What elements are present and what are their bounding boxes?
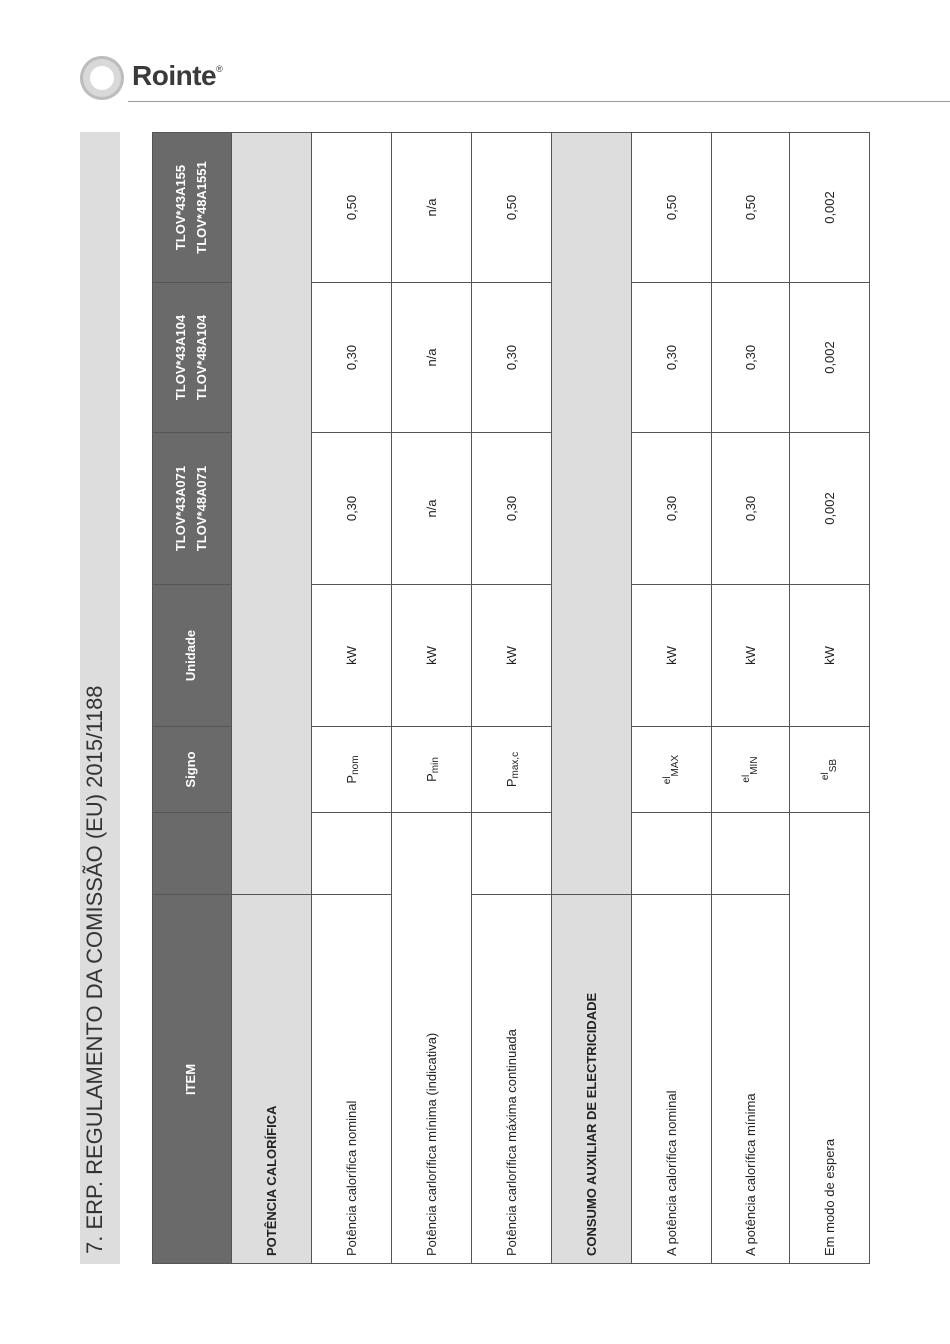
row-value: 0,30 <box>312 432 392 584</box>
row-label: Potência calorífica nominal <box>312 894 392 1264</box>
row-symbol: el SB <box>790 726 870 812</box>
header-unidade: Unidade <box>152 584 232 726</box>
row-value: 0,30 <box>312 282 392 432</box>
row-value: 0,50 <box>632 132 712 282</box>
row-blank <box>312 812 392 894</box>
row-unit: kW <box>392 584 472 726</box>
row-symbol: P nom <box>312 726 392 812</box>
row-symbol: P max,c <box>472 726 552 812</box>
row-label: Potência carlorífica mínima (indicativa) <box>392 812 472 1264</box>
row-symbol: P min <box>392 726 472 812</box>
row-value: 0,30 <box>472 432 552 584</box>
row-unit: kW <box>790 584 870 726</box>
row-value: n/a <box>392 132 472 282</box>
row-blank <box>632 812 712 894</box>
section-heading-heat-output: POTÊNCIA CALORÍFICA <box>232 894 312 1264</box>
row-value: 0,30 <box>712 282 790 432</box>
row-value: n/a <box>392 282 472 432</box>
row-blank <box>472 812 552 894</box>
row-unit: kW <box>632 584 712 726</box>
row-blank <box>712 812 790 894</box>
erp-table <box>152 132 870 1264</box>
header-blank <box>152 812 232 894</box>
row-symbol: el MAX <box>632 726 712 812</box>
row-label: Potência carlorífica máxima continuada <box>472 894 552 1264</box>
page-title: 7. ERP. REGULAMENTO DA COMISSÃO (EU) 2015/1188 <box>82 685 107 1254</box>
row-value: n/a <box>392 432 472 584</box>
rointe-logo-icon <box>80 56 124 100</box>
header-signo: Signo <box>152 726 232 812</box>
row-label: A potência calorífica nominal <box>632 894 712 1264</box>
row-value: 0,50 <box>472 132 552 282</box>
row-unit: kW <box>312 584 392 726</box>
row-value: 0,30 <box>632 432 712 584</box>
row-value: 0,30 <box>712 432 790 584</box>
rotated-content <box>80 132 870 1264</box>
row-value: 0,30 <box>632 282 712 432</box>
row-value: 0,50 <box>312 132 392 282</box>
header-divider <box>128 101 950 102</box>
row-value: 0,30 <box>472 282 552 432</box>
section-band <box>552 132 632 894</box>
row-value: 0,002 <box>790 132 870 282</box>
row-label: Em modo de espera <box>790 812 870 1264</box>
header-item: ITEM <box>152 894 232 1264</box>
row-symbol: el MIN <box>712 726 790 812</box>
section-band <box>232 132 312 894</box>
row-label: A potência calorífica mínima <box>712 894 790 1264</box>
row-value: 0,50 <box>712 132 790 282</box>
header-model-071: TLOV*43A071 TLOV*48A071 <box>152 432 232 584</box>
title-bar <box>80 132 120 1264</box>
header-model-104: TLOV*43A104 TLOV*48A104 <box>152 282 232 432</box>
row-unit: kW <box>712 584 790 726</box>
row-value: 0,002 <box>790 432 870 584</box>
brand-name: Rointe® <box>132 60 223 91</box>
page-header <box>0 0 950 110</box>
section-heading-aux-electricity: CONSUMO AUXILIAR DE ELECTRICIDADE <box>552 894 632 1264</box>
header-model-155: TLOV*43A155 TLOV*48A1551 <box>152 132 232 282</box>
row-unit: kW <box>472 584 552 726</box>
row-value: 0,002 <box>790 282 870 432</box>
